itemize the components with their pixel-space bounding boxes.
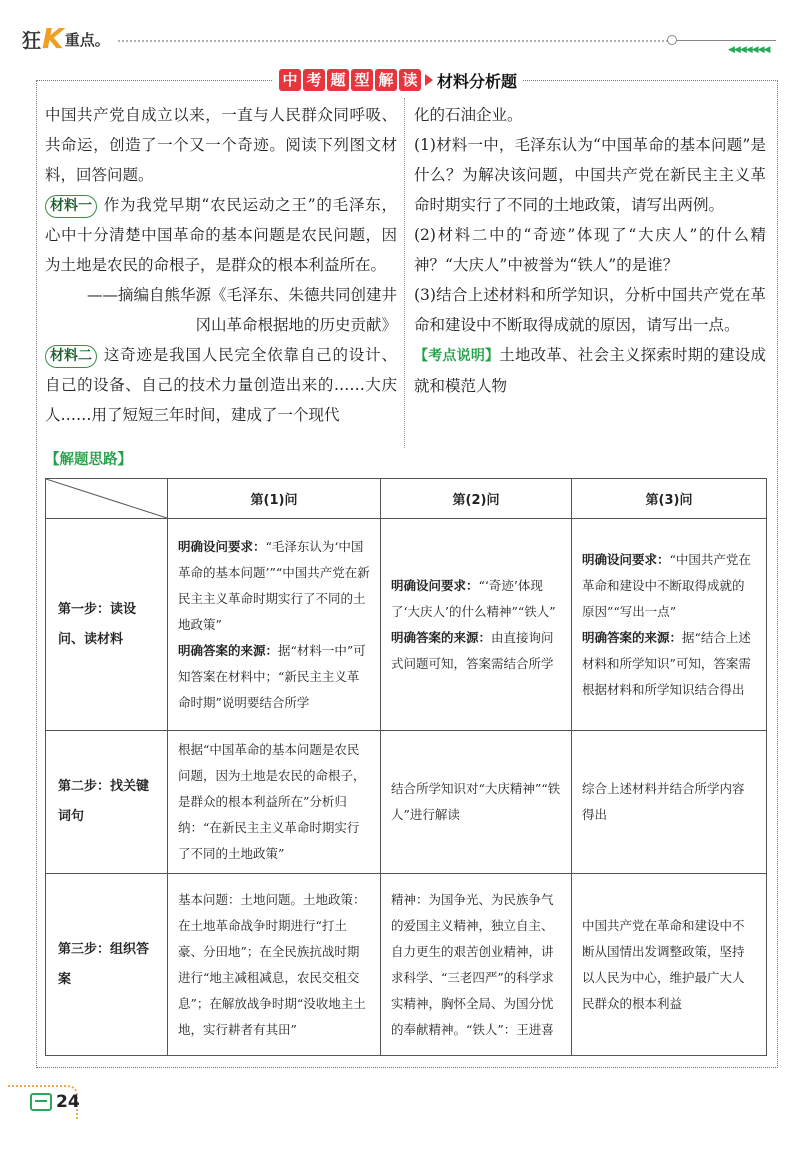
step-1-label: 第一步：读设问、读材料 [46,519,168,731]
solution-table [45,478,767,1056]
header-q1: 第(1)问 [168,479,381,519]
bold-label: 明确答案的来源： [178,642,279,658]
material-2-continuation: 化的石油企业。 [414,106,523,124]
badge-char: 考 [303,69,325,91]
material-1-source-1: ——摘编自熊华源《毛泽东、朱德共同创建井 [86,286,397,304]
brand-k: K [42,22,64,55]
bold-label: 明确答案的来源： [391,629,492,645]
step-2-q1: 根据“中国革命的基本问题是农民问题，因为土地是农民的命根子，是群众的根本利益所在”分析归纳：“在新民主主义革命时期实行了不同的土地政策” [168,731,381,874]
bold-label: 明确设问要求： [391,577,479,593]
column-divider [404,98,405,448]
page-number: 24 [56,1092,80,1112]
section-title [273,68,523,92]
intro-paragraph: 中国共产党自成立以来，一直与人民群众同呼吸、共命运，创造了一个又一个奇迹。阅读下列图文材料，回答问题。 [45,106,397,184]
header-dotted-rule [118,40,668,42]
badge-char: 型 [351,69,373,91]
material-1-tag: 材料一 [45,195,97,218]
triangle-icon [425,74,433,86]
cell-text: 由直接询问式问题可知，答案需结合所学 [391,629,554,671]
book-icon [30,1093,52,1111]
section-badge [279,69,421,91]
badge-char: 解 [375,69,397,91]
bold-label: 明确设问要求： [582,551,670,567]
header-q2: 第(2)问 [381,479,572,519]
material-2 [45,340,397,430]
cell-text: “‘奇迹’体现了‘大庆人’的什么精神”“铁人” [391,577,556,619]
table-row [46,874,767,1056]
step-1-q2 [381,519,572,731]
question-3: (3)结合上述材料和所学知识，分析中国共产党在革命和建设中不断取得成就的原因，请写出一点。 [414,286,766,334]
badge-char: 题 [327,69,349,91]
key-point-label: 【考点说明】 [414,348,500,364]
solution-title: 【解题思路】 [45,452,132,468]
brand-text-2: 重点。 [64,30,110,49]
key-point-text: 土地改革、社会主义探索时期的建设成就和模范人物 [414,346,766,395]
bold-label: 明确设问要求： [178,538,266,554]
step-3-q1: 基本问题：土地问题。土地政策：在土地革命战争时期进行“打土豪、分田地”；在全民族抗战时期进行“地主减租减息，农民交租交息”；在解放战争时期“没收地主土地，实行耕者有其田” [168,874,381,1056]
step-1-q3 [572,519,767,731]
step-3-q2: 精神：为国争光、为民族争气的爱国主义精神，独立自主、自力更生的艰苦创业精神，讲求科学、“三老四严”的科学求实精神，胸怀全局、为国分忧的奉献精神。“铁人”：王进喜 [381,874,572,1056]
bold-label: 明确答案的来源： [582,629,683,645]
cell-text: 据“材料一中”可知答案在材料中；“新民主主义革命时期”说明要结合所学 [178,642,366,710]
material-2-text: 这奇迹是我国人民完全依靠自己的设计、自己的设备、自己的技术力量创造出来的……大庆人……用了短短三年时间，建成了一个现代 [45,346,397,424]
arrow-ornament-icon: ◀◀◀◀◀◀◀ [728,45,770,55]
question-1: (1)材料一中，毛泽东认为“中国革命的基本问题”是什么？为解决该问题，中国共产党在新民主主义革命时期实行了不同的土地政策，请写出两例。 [414,136,766,214]
cell-text: “毛泽东认为‘中国革命的基本问题’”“中国共产党在新民主主义革命时期实行了不同的土地政策” [178,538,370,632]
header-q3: 第(3)问 [572,479,767,519]
step-3-q3: 中国共产党在革命和建设中不断从国情出发调整政策，坚持以人民为中心，维护最广大人民群众的根本利益 [572,874,767,1056]
brand-logo [22,24,110,54]
step-2-q2: 结合所学知识对“大庆精神”“铁人”进行解读 [381,731,572,874]
step-2-label: 第二步：找关键词句 [46,731,168,874]
header-rule [676,40,776,41]
step-2-q3: 综合上述材料并结合所学内容得出 [572,731,767,874]
cell-text: 据“结合上述材料和所学知识”可知，答案需根据材料和所学知识结合得出 [582,629,751,697]
material-1-source-2: 冈山革命根据地的历史贡献》 [195,316,397,334]
table-header-row [46,479,767,519]
right-column [414,100,766,401]
table-row [46,731,767,874]
diagonal-line [46,479,167,518]
material-2-tag: 材料二 [45,345,97,368]
left-column [45,100,397,430]
table-row [46,519,767,731]
badge-char: 中 [279,69,301,91]
brand-text-1: 狂 [22,29,42,52]
key-point [414,340,766,401]
step-3-label: 第三步：组织答案 [46,874,168,1056]
material-1 [45,190,397,280]
section-subtitle: 材料分析题 [437,71,518,91]
badge-char: 读 [399,69,421,91]
step-1-q1 [168,519,381,731]
question-2: (2)材料二中的“奇迹”体现了“大庆人”的什么精神？“大庆人”中被誉为“铁人”的是谁？ [414,226,766,274]
cell-text: “中国共产党在革命和建设中不断取得成就的原因”“写出一点” [582,551,751,619]
material-1-text: 作为我党早期“农民运动之王”的毛泽东，心中十分清楚中国革命的基本问题是农民问题，因为土地是农民的命根子，是群众的根本利益所在。 [45,196,397,274]
page-number-block [30,1092,80,1112]
table-corner-cell [46,479,168,519]
